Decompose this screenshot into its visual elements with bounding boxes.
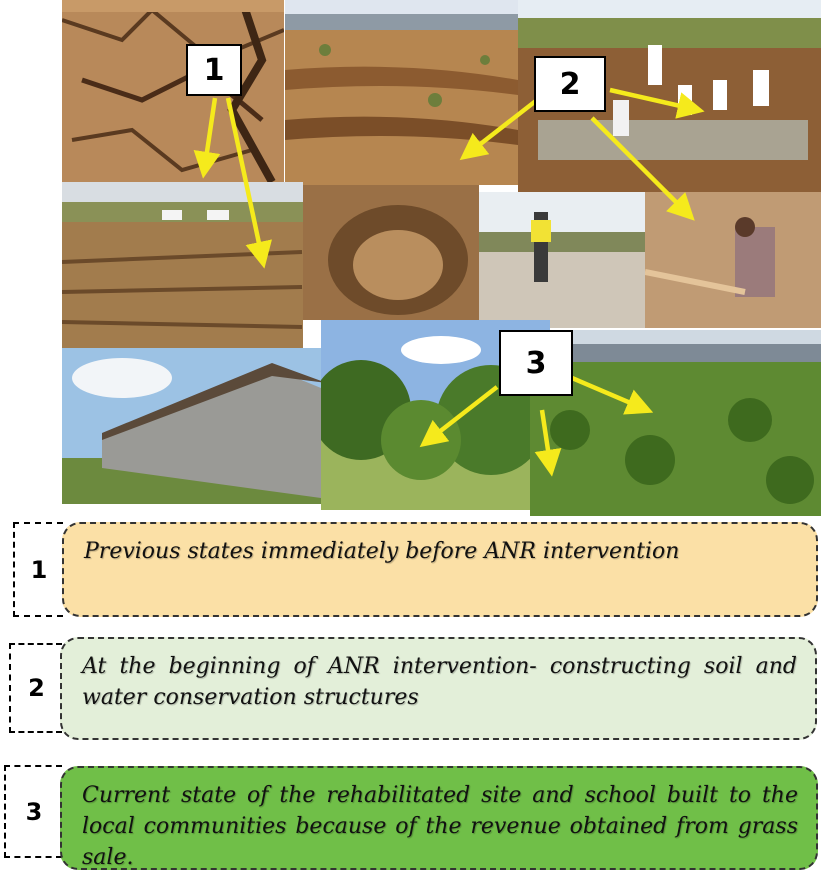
photo-eroded-field xyxy=(285,0,518,185)
photo-cracked-soil xyxy=(62,0,284,182)
photo-school-building xyxy=(62,348,321,504)
legend-item-1: Previous states immediately before ANR intervention xyxy=(62,522,818,617)
photo-rehabilitated-landscape xyxy=(530,330,821,516)
marker-2: 2 xyxy=(534,56,606,112)
marker-3: 3 xyxy=(499,330,573,396)
photo-woman-digging xyxy=(645,192,821,328)
legend-item-3: Current state of the rehabilitated site and school built to the local communities because of the revenue obtained from grass sale. xyxy=(60,766,818,870)
legend-item-2: At the beginning of ANR intervention- constructing soil and water conservation structures xyxy=(60,637,817,740)
legend-number-1: 1 xyxy=(13,522,63,617)
marker-1: 1 xyxy=(186,44,242,96)
photo-degraded-land-vehicles xyxy=(62,182,303,348)
photo-gully-erosion xyxy=(303,185,479,320)
legend-number-3: 3 xyxy=(4,765,62,858)
legend-number-2: 2 xyxy=(9,643,62,733)
photo-person-carrying-load xyxy=(479,192,645,328)
